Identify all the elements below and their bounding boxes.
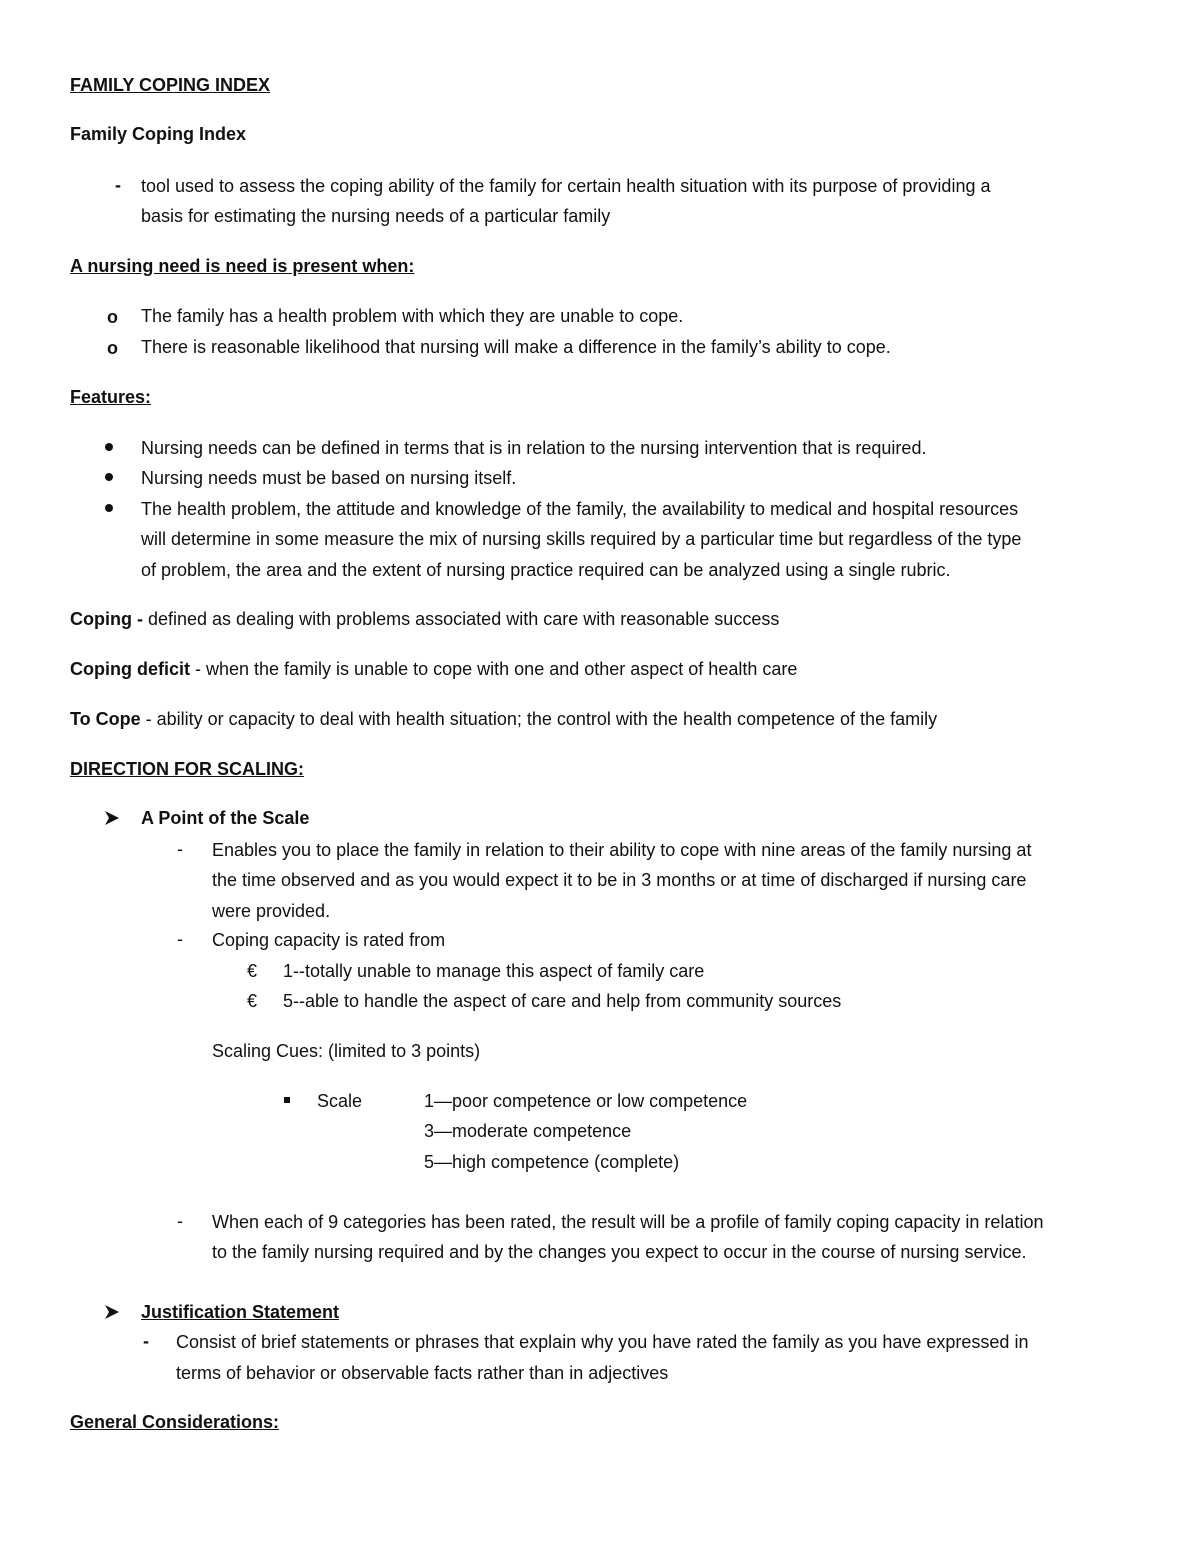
term-text: defined as dealing with problems associated with care with reasonable success [142,609,780,629]
point-heading: A Point of the Scale [141,808,310,828]
list-item: There is reasonable likelihood that nursing will make a difference in the family’s ability to cope. [141,337,891,357]
justification-heading: Justification Statement [141,1302,340,1322]
list-item: the time observed and as you would expect it to be in 3 months or at time of discharged if nursing care [212,870,1027,890]
general-heading: General Considerations: [70,1412,280,1432]
list-item: 1--totally unable to manage this aspect of family care [283,961,705,981]
scaling-cues: Scaling Cues: (limited to 3 points) [212,1041,481,1061]
dash-marker: - [143,1331,149,1351]
term: To Cope [70,709,141,729]
definition-coping [70,608,779,630]
definition-to-cope [70,708,937,730]
dash-marker: - [177,929,183,949]
euro-bullet-icon: € [247,961,258,981]
term: Coping - [70,609,143,629]
list-item: Nursing needs must be based on nursing itself. [141,468,517,488]
square-bullet-icon [284,1097,290,1103]
definition-coping-deficit [70,658,797,680]
circle-bullet-icon: o [107,307,118,327]
definition-line: tool used to assess the coping ability of the family for certain health situation with its purpose of providing a [141,176,991,196]
scale-value: 1—poor competence or low competence [424,1091,748,1111]
definition-line: basis for estimating the nursing needs of a particular family [141,206,611,226]
dash-marker: - [177,839,183,859]
dash-marker: - [177,1211,183,1231]
scale-value: 5—high competence (complete) [424,1152,680,1172]
list-item: Consist of brief statements or phrases that explain why you have rated the family as you have expressed in [176,1332,1029,1352]
euro-bullet-icon: € [247,991,258,1011]
section-heading: Family Coping Index [70,124,247,144]
list-item: to the family nursing required and by the changes you expect to occur in the course of nursing service. [212,1242,1027,1262]
arrow-bullet-icon [104,1304,120,1320]
list-item: When each of 9 categories has been rated, the result will be a profile of family coping capacity in relation [212,1212,1044,1232]
list-item: Nursing needs can be defined in terms that is in relation to the nursing intervention that is required. [141,438,927,458]
scale-label: Scale [317,1091,363,1111]
bullet-icon [105,473,113,481]
dash-marker: - [115,175,121,195]
list-item: Coping capacity is rated from [212,930,446,950]
features-heading: Features: [70,387,152,407]
circle-bullet-icon: o [107,338,118,358]
direction-heading: DIRECTION FOR SCALING: [70,759,304,779]
list-item: of problem, the area and the extent of nursing practice required can be analyzed using a single rubric. [141,560,951,580]
list-item: 5--able to handle the aspect of care and help from community sources [283,991,842,1011]
arrow-bullet-icon [104,810,120,826]
list-item: will determine in some measure the mix of nursing skills required by a particular time but regardless of the type [141,529,1022,549]
term-text: - when the family is unable to cope with one and other aspect of health care [190,659,798,679]
list-item: The health problem, the attitude and knowledge of the family, the availability to medical and hospital resources [141,499,1019,519]
term-text: - ability or capacity to deal with health situation; the control with the health competence of the family [140,709,938,729]
list-item: terms of behavior or observable facts rather than in adjectives [176,1363,669,1383]
document-title: FAMILY COPING INDEX [70,75,271,95]
bullet-icon [105,504,113,512]
bullet-icon [105,443,113,451]
list-item: were provided. [212,901,331,921]
list-item: The family has a health problem with which they are unable to cope. [141,306,684,326]
term: Coping deficit [70,659,190,679]
scale-value: 3—moderate competence [424,1121,632,1141]
nursing-need-heading: A nursing need is need is present when: [70,256,415,276]
list-item: Enables you to place the family in relation to their ability to cope with nine areas of the family nursing at [212,840,1032,860]
